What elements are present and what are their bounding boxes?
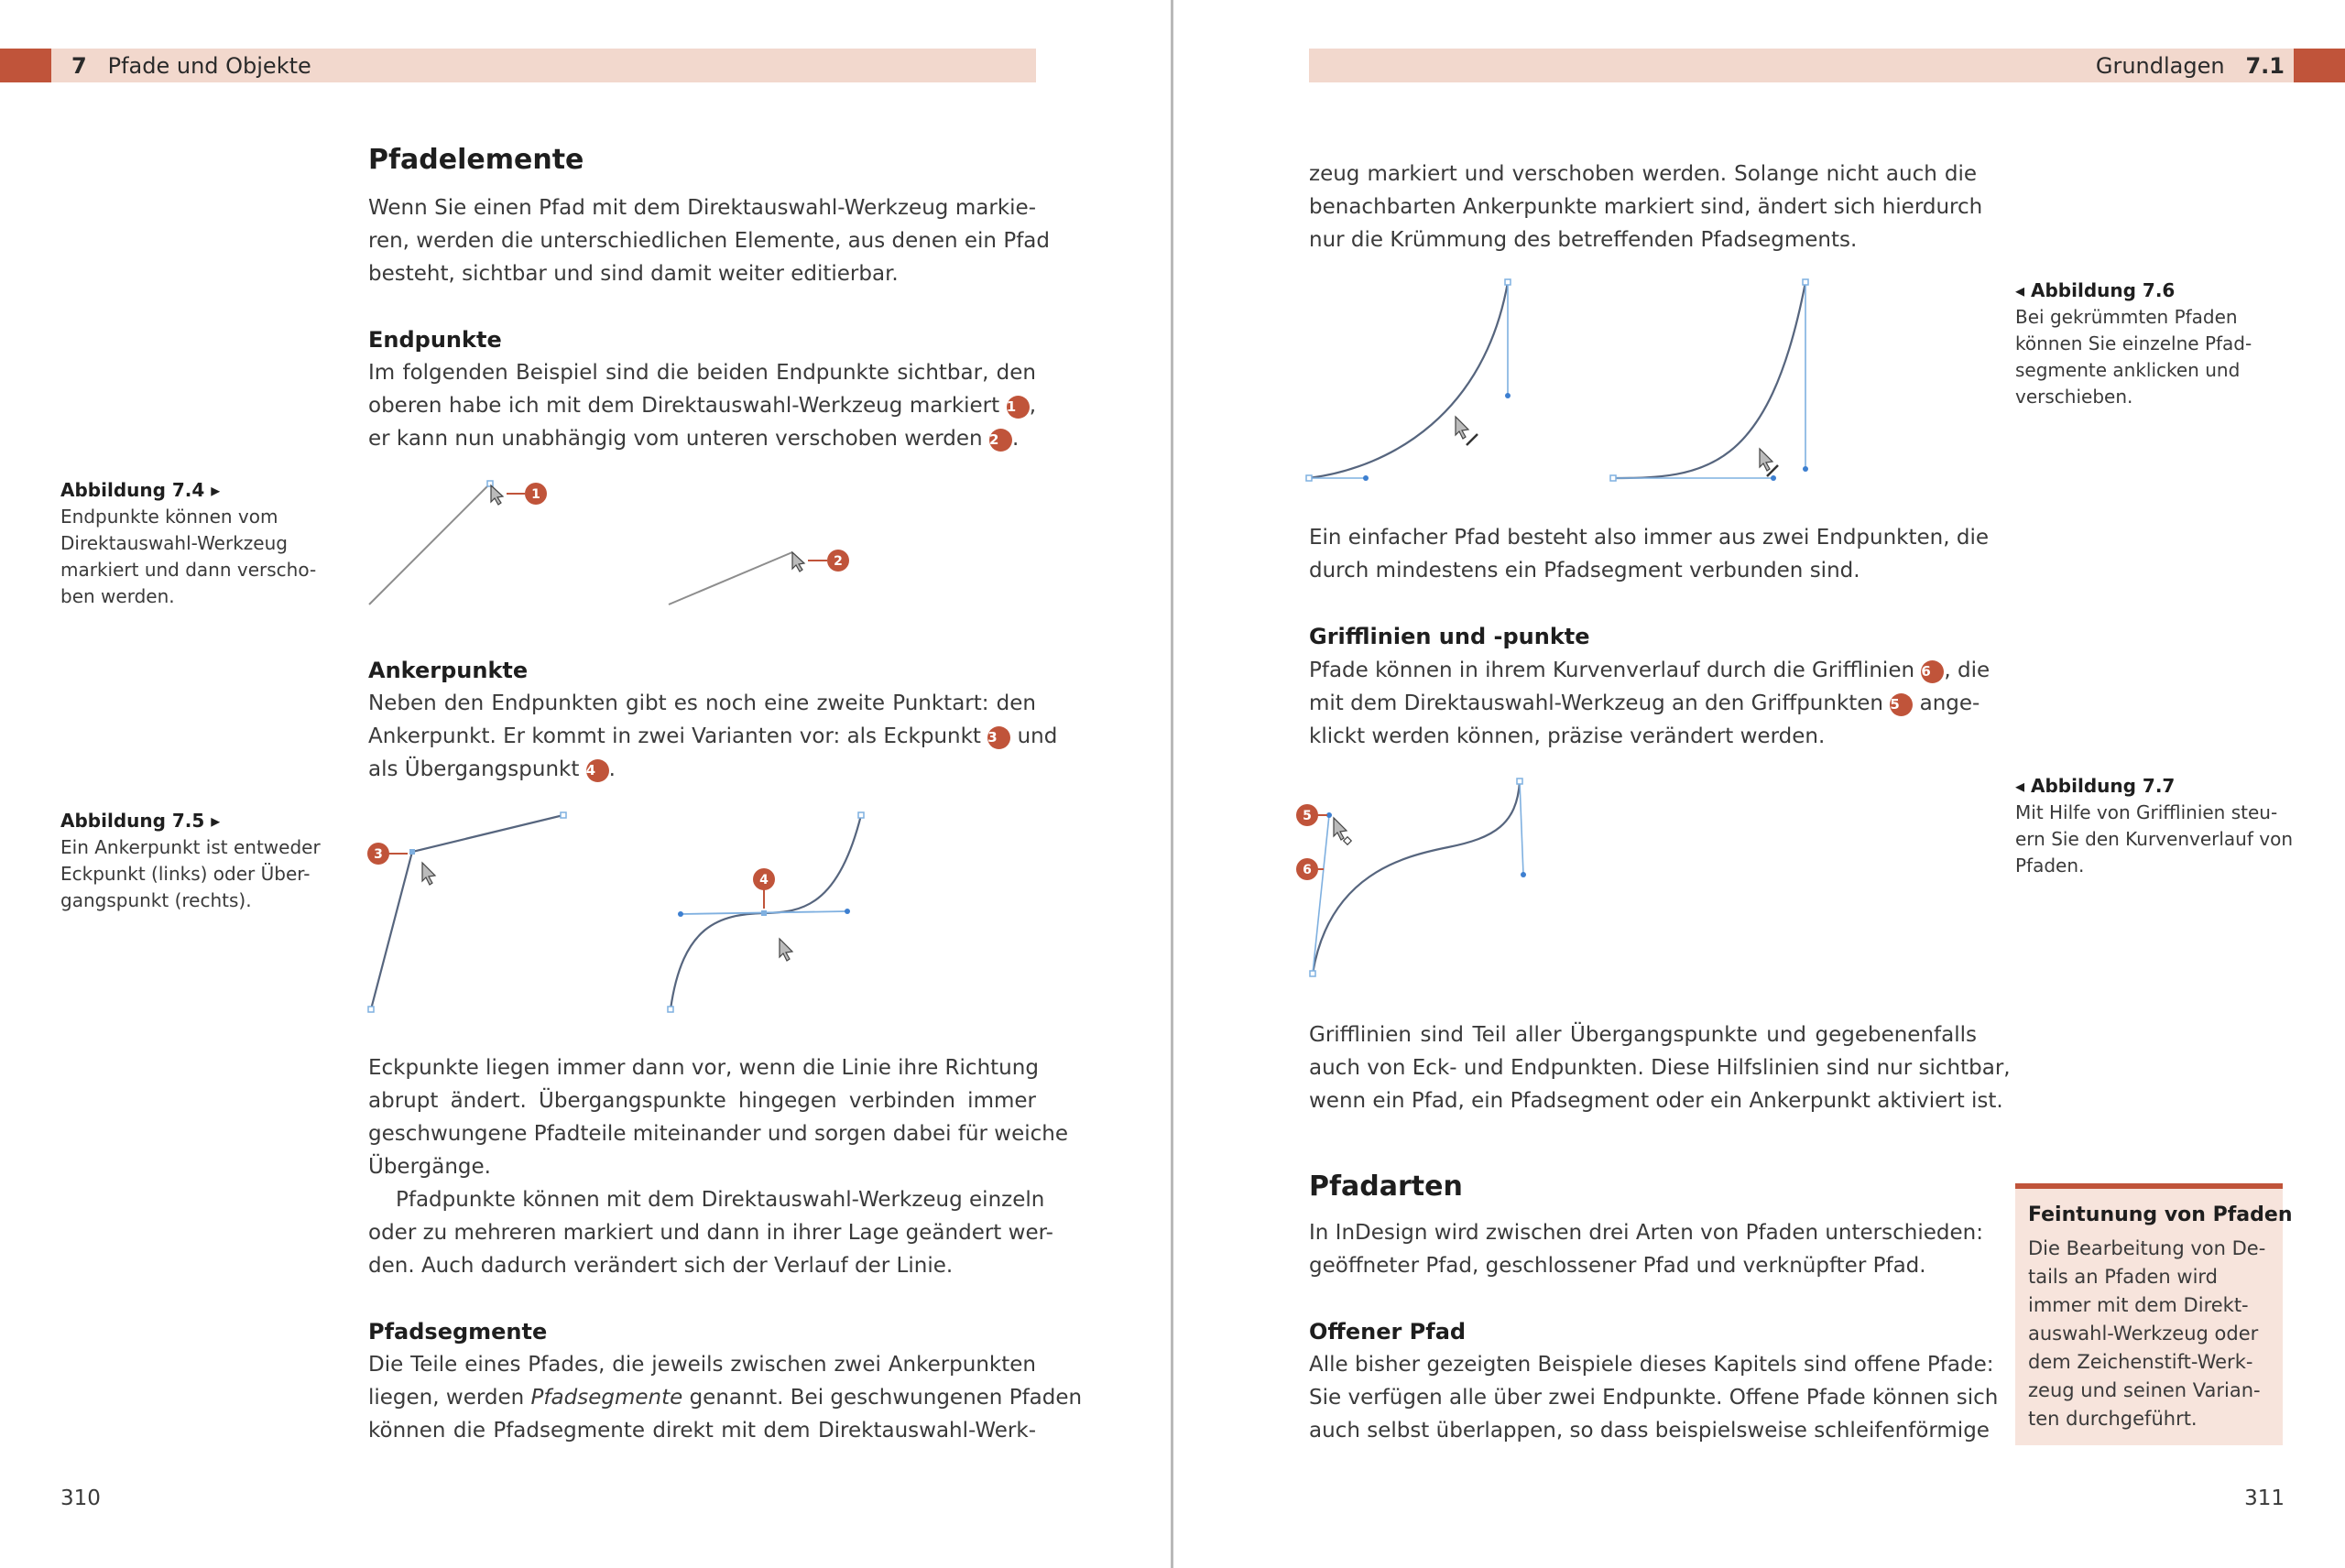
direct-selection-cursor-icon — [491, 485, 503, 505]
running-header-right — [2096, 51, 2285, 81]
callout-marker-label: 6 — [1303, 863, 1312, 877]
direct-selection-cursor-icon — [792, 552, 804, 572]
callout-marker-label: 5 — [1303, 809, 1312, 823]
text-line: zeug markiert und verschoben werden. Solange nicht auch die — [1309, 162, 1977, 186]
handle-point — [1803, 466, 1808, 472]
caption-line: ben werden. — [60, 585, 175, 607]
caption-title: Abbildung 7.7 — [2031, 775, 2176, 797]
page-number-left: 310 — [60, 1486, 101, 1510]
text-line: Eckpunkte liegen immer dann vor, wenn die Linie ihre Richtung — [368, 1056, 1039, 1080]
figure-caption-7-4 — [60, 477, 316, 610]
callout-marker-label: 3 — [374, 847, 383, 862]
pfadsegmente-paragraph — [368, 1348, 1083, 1447]
info-box-line: ten durchgeführt. — [2028, 1408, 2198, 1430]
section-heading-pfadelemente: Pfadelemente — [368, 144, 584, 176]
endpoint-marker — [1310, 971, 1315, 976]
figure-caption-7-5 — [60, 808, 321, 914]
callout-badge-6: 6 — [1921, 660, 1944, 683]
selected-endpoint — [487, 481, 493, 486]
callout-marker-label: 1 — [531, 487, 540, 502]
curved-path-1 — [1309, 282, 1508, 478]
figure-7-7-handles — [1292, 774, 1567, 985]
text-line: Neben den Endpunkten gibt es noch eine zweite Punktart: den — [368, 691, 1036, 715]
caption-title: Abbildung 7.5 — [60, 810, 205, 832]
caption-line: ern Sie den Kurvenverlauf von — [2015, 828, 2293, 850]
text-line: durch mindestens ein Pfadsegment verbunden sind. — [1309, 559, 1860, 583]
corner-point-marker — [409, 849, 415, 855]
handle-point — [1363, 475, 1369, 481]
caption-line: Pfaden. — [2015, 855, 2085, 877]
handle-point — [1521, 872, 1526, 877]
endpoint-marker — [668, 1007, 673, 1012]
text-line: mit dem Direktauswahl-Werkzeug an den Griffpunkten 5 ange- — [1309, 691, 1980, 715]
info-box-line: Die Bearbeitung von De- — [2028, 1237, 2266, 1259]
direct-selection-cursor-icon — [1334, 818, 1347, 840]
offener-pfad-paragraph — [1309, 1348, 1999, 1447]
info-box-line: zeug und seinen Varian- — [2028, 1379, 2261, 1401]
caption-line: verschieben. — [2015, 386, 2133, 408]
caption-line: Ein Ankerpunkt ist entweder — [60, 836, 321, 858]
subheading-pfadsegmente: Pfadsegmente — [368, 1319, 548, 1345]
direct-selection-cursor-icon — [1760, 449, 1772, 471]
endpoint-marker — [1610, 475, 1616, 481]
caption-line: segmente anklicken und — [2015, 359, 2241, 381]
info-box-line: dem Zeichenstift-Werk- — [2028, 1351, 2253, 1373]
corner-point-path — [371, 815, 563, 1009]
caption-title: Abbildung 7.6 — [2031, 279, 2176, 301]
caption-line: Bei gekrümmten Pfaden — [2015, 306, 2238, 328]
caption-line: Mit Hilfe von Grifflinien steu- — [2015, 801, 2278, 823]
text-line: er kann nun unabhängig vom unteren verschoben werden 2 . — [368, 427, 1020, 451]
section-heading-pfadarten: Pfadarten — [1309, 1171, 1463, 1203]
text-line: Pfadpunkte können mit dem Direktauswahl-Werkzeug einzeln — [396, 1188, 1045, 1212]
callout-badge-5: 5 — [1890, 693, 1913, 716]
text-line: Pfade können in ihrem Kurvenverlauf durch die Grifflinien 6 , die — [1309, 659, 1991, 682]
text-line: den. Auch dadurch verändert sich der Verlauf der Linie. — [368, 1254, 954, 1278]
handle-point — [678, 911, 683, 917]
ankerpunkte-paragraph — [368, 687, 1058, 786]
open-path-1 — [369, 484, 490, 604]
subheading-offener-pfad: Offener Pfad — [1309, 1319, 1467, 1345]
figure-caption-7-6 — [2015, 278, 2252, 410]
running-header-left — [71, 51, 311, 81]
text-line: als Übergangspunkt 4 . — [368, 757, 616, 781]
figure-7-4-endpoints — [362, 472, 856, 618]
text-line: auch von Eck- und Endpunkten. Diese Hilfslinien sind nur sichtbar, — [1309, 1056, 2011, 1080]
endpoint-marker — [1517, 779, 1522, 784]
curved-path-2 — [1613, 282, 1805, 478]
caption-arrow-icon: ▸ — [211, 479, 221, 501]
handle-line — [1313, 815, 1329, 974]
chapter-tab-marker — [0, 49, 51, 82]
intro-paragraph — [368, 191, 1050, 290]
direct-selection-cursor-icon — [780, 939, 792, 961]
text-line: Wenn Sie einen Pfad mit dem Direktauswahl-Werkzeug markie- — [368, 196, 1036, 220]
info-box-title: Feintunung von Pfaden — [2028, 1203, 2293, 1226]
caption-arrow-icon: ▸ — [211, 810, 221, 832]
caption-line: Eckpunkt (links) oder Über- — [60, 863, 311, 885]
subheading-endpunkte: Endpunkte — [368, 327, 502, 353]
figure-7-5-anchor-points — [362, 806, 875, 1017]
text-line: Ein einfacher Pfad besteht also immer aus zwei Endpunkten, die — [1309, 526, 1989, 550]
smooth-point-marker — [761, 910, 767, 916]
text-line: Übergänge. — [368, 1155, 491, 1179]
endpoint-marker — [1306, 475, 1312, 481]
text-line: In InDesign wird zwischen drei Arten von Pfaden unterschieden: — [1309, 1221, 1983, 1245]
grifflinien-paragraph — [1309, 654, 1991, 753]
info-box-feintunung — [2015, 1183, 2293, 1445]
chapter-number: 7 — [71, 53, 87, 79]
caption-line: können Sie einzelne Pfad- — [2015, 332, 2252, 354]
callout-badge-2: 2 — [989, 429, 1012, 452]
text-line: auch selbst überlappen, so dass beispielsweise schleifenförmige — [1309, 1419, 1990, 1443]
section-number: 7.1 — [2245, 53, 2285, 79]
chapter-title: Pfade und Objekte — [107, 53, 311, 79]
caption-line: Endpunkte können vom — [60, 506, 278, 528]
text-line: ren, werden die unterschiedlichen Elemente, aus denen ein Pfad — [368, 229, 1050, 253]
endpoint-marker — [561, 812, 566, 818]
direct-selection-cursor-icon — [1456, 417, 1468, 439]
text-line: nur die Krümmung des betreffenden Pfadsegments. — [1309, 228, 1858, 252]
callout-marker-label: 2 — [834, 554, 843, 569]
handle-point — [1505, 393, 1511, 398]
text-line: liegen, werden Pfadsegmente genannt. Bei geschwungenen Pfaden — [368, 1386, 1083, 1410]
endpoint-marker — [1803, 279, 1808, 285]
callout-marker-label: 4 — [759, 873, 769, 887]
einfacher-pfad-paragraph — [1309, 521, 1989, 587]
caption-line: Direktauswahl-Werkzeug — [60, 532, 288, 554]
text-line: Grifflinien sind Teil aller Übergangspunkte und gegebenenfalls — [1309, 1023, 1977, 1047]
caption-line: gangspunkt (rechts). — [60, 889, 252, 911]
info-box-line: immer mit dem Direkt- — [2028, 1294, 2249, 1316]
text-line: können die Pfadsegmente direkt mit dem Direktauswahl-Werk- — [368, 1419, 1036, 1443]
callout-badge-1: 1 — [1007, 396, 1030, 419]
handle-point — [1771, 475, 1776, 481]
text-line: benachbarten Ankerpunkte markiert sind, ändert sich hierdurch — [1309, 195, 1983, 219]
text-line: Im folgenden Beispiel sind die beiden Endpunkte sichtbar, den — [368, 361, 1036, 385]
segment-cursor-mark — [1467, 434, 1478, 445]
text-line: Die Teile eines Pfades, die jeweils zwischen zwei Ankerpunkten — [368, 1353, 1036, 1377]
text-line: klickt werden können, präzise verändert werden. — [1309, 724, 1826, 748]
callout-badge-3: 3 — [987, 726, 1010, 749]
section-title: Grundlagen — [2095, 53, 2225, 79]
eckpunkte-paragraph — [368, 1051, 1069, 1282]
text-line: Sie verfügen alle über zwei Endpunkte. Offene Pfade können sich — [1309, 1386, 1999, 1410]
pfadarten-paragraph — [1309, 1216, 1983, 1282]
endpoint-marker — [858, 812, 864, 818]
text-line: Alle bisher gezeigten Beispiele dieses Kapitels sind offene Pfade: — [1309, 1353, 1994, 1377]
text-line: Ankerpunkt. Er kommt in zwei Varianten vor: als Eckpunkt 3 und — [368, 724, 1058, 748]
figure-caption-7-7 — [2015, 773, 2293, 879]
text-line: wenn ein Pfad, ein Pfadsegment oder ein Ankerpunkt aktiviert ist. — [1309, 1089, 2003, 1113]
left-page — [0, 0, 1172, 1568]
subheading-ankerpunkte: Ankerpunkte — [368, 658, 529, 683]
info-box-line: tails an Pfaden wird — [2028, 1266, 2219, 1288]
direct-selection-cursor-icon — [422, 863, 435, 885]
subheading-grifflinien: Grifflinien und -punkte — [1309, 624, 1590, 649]
text-line: geöffneter Pfad, geschlossener Pfad und verknüpfter Pfad. — [1309, 1254, 1926, 1278]
caption-arrow-icon: ◂ — [2015, 775, 2025, 797]
endpunkte-paragraph — [368, 356, 1036, 455]
endpoint-marker — [368, 1007, 374, 1012]
caption-arrow-icon: ◂ — [2015, 279, 2025, 301]
endpoint-marker — [1505, 279, 1511, 285]
info-box-line: auswahl-Werkzeug oder — [2028, 1323, 2259, 1345]
text-line: oberen habe ich mit dem Direktauswahl-Werkzeug markiert 1 , — [368, 394, 1037, 418]
caption-line: markiert und dann verscho- — [60, 559, 317, 581]
continuation-paragraph — [1309, 158, 1983, 256]
figure-7-6-curved-segments — [1302, 275, 1815, 485]
text-line: oder zu mehreren markiert und dann in ihrer Lage geändert wer- — [368, 1221, 1053, 1245]
cursor-point-modifier — [1344, 837, 1351, 844]
handle-point — [845, 909, 850, 914]
handle-line — [1520, 781, 1523, 875]
open-path-2 — [669, 552, 792, 604]
text-line: abrupt ändert. Übergangspunkte hingegen verbinden immer — [368, 1089, 1036, 1113]
chapter-tab-marker — [2294, 49, 2345, 82]
caption-title: Abbildung 7.4 — [60, 479, 205, 501]
page-number-right: 311 — [2244, 1486, 2285, 1510]
text-line: geschwungene Pfadteile miteinander und sorgen dabei für weiche — [368, 1122, 1069, 1146]
s-curve-path — [1313, 781, 1520, 974]
grifflinien-info-paragraph — [1309, 1018, 2011, 1117]
callout-badge-4: 4 — [586, 759, 609, 782]
text-line: besteht, sichtbar und sind damit weiter editierbar. — [368, 262, 899, 286]
